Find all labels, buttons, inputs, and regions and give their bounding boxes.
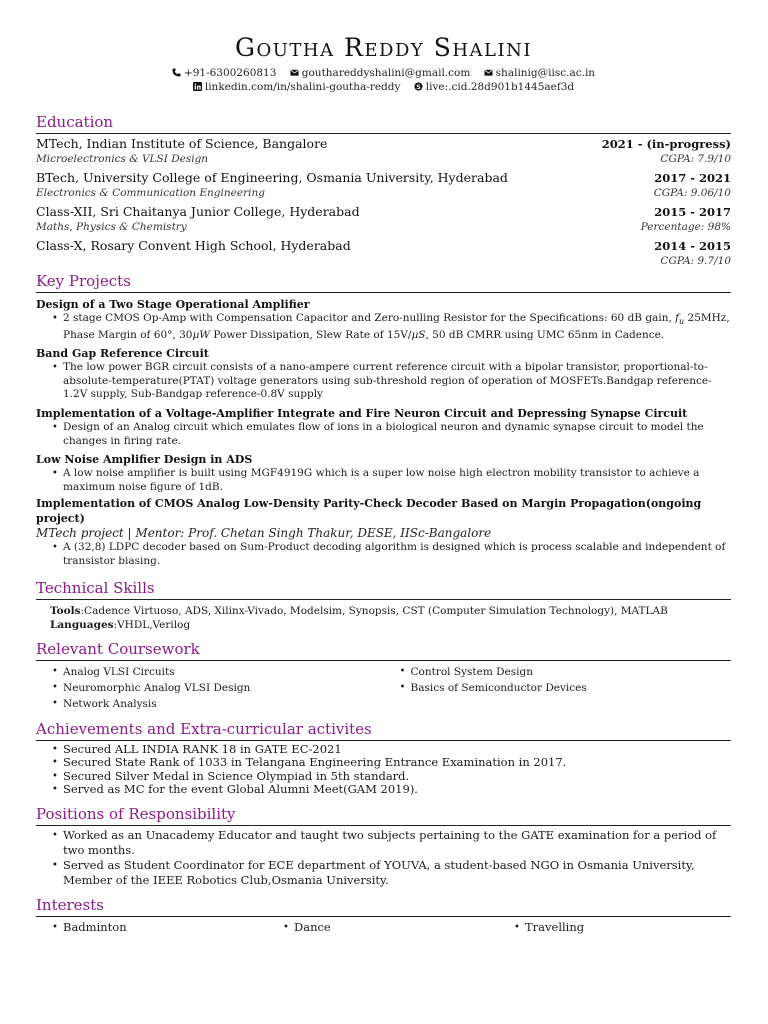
email-contact-1[interactable] bbox=[290, 67, 474, 79]
phone-contact[interactable] bbox=[172, 67, 280, 79]
education-date: 2017 - 2021 bbox=[654, 171, 731, 185]
project-title: Implementation of CMOS Analog Low-Density Parity-Check Decoder Based on Margin Propagation(ongoing project) bbox=[36, 497, 702, 526]
section-title-projects: Key Projects bbox=[36, 272, 731, 293]
resume-page bbox=[36, 30, 731, 935]
list-item: • The low power BGR circuit consists of a nano-ampere current reference circuit with a bipolar transistor, proportional-to-absolute-temperature(PTAT) voltage generators using sub-threshold region of operation of MOSFETs.Bandgap reference-1.2V supply, Sub-Bandgap reference-0.8V supply bbox=[63, 361, 731, 402]
education-entry bbox=[36, 169, 731, 200]
phone-icon bbox=[172, 68, 181, 77]
education-subject: Electronics & Communication Engineering bbox=[36, 187, 265, 199]
project-title: Low Noise Amplifier Design in ADS bbox=[36, 453, 253, 467]
tools-line: Tools:Cadence Virtuoso, ADS, Xilinx-Vivado, Modelsim, Synopsis, CST (Computer Simulation Technology), MATLAB bbox=[50, 604, 668, 617]
linkedin-icon bbox=[193, 82, 202, 91]
list-item: • Analog VLSI Circuits bbox=[63, 664, 384, 680]
list-item: • Worked as an Unacademy Educator and taught two subjects pertaining to the GATE examination for a period of two months. bbox=[63, 828, 731, 858]
list-item: • Served as MC for the event Global Alumni Meet(GAM 2019). bbox=[63, 783, 731, 797]
project-title: Design of a Two Stage Operational Amplifier bbox=[36, 298, 310, 311]
achievements-list bbox=[36, 743, 731, 797]
positions-list bbox=[36, 828, 731, 888]
education-entry bbox=[36, 203, 731, 234]
skype-contact[interactable] bbox=[414, 81, 574, 93]
list-item: • Secured ALL INDIA RANK 18 in GATE EC-2021 bbox=[63, 743, 731, 757]
education-entry bbox=[36, 237, 731, 268]
envelope-icon bbox=[290, 68, 299, 77]
list-item: • Dance bbox=[294, 920, 498, 935]
list-item: • Design of an Analog circuit which emulates flow of ions in a biological neuron and dynamic synapse circuit to model the changes in firing rate. bbox=[63, 421, 731, 448]
education-entry bbox=[36, 135, 731, 166]
education-date: 2021 - (in-progress) bbox=[601, 137, 731, 151]
contact-line-2 bbox=[36, 80, 731, 94]
project-bullets bbox=[36, 312, 731, 342]
education-date: 2015 - 2017 bbox=[654, 205, 731, 219]
list-item: • A low noise amplifier is built using MGF4919G which is a super low noise high electron mobility transistor to achieve a maximum noise figure of 1dB. bbox=[63, 467, 731, 494]
education-score: CGPA: 7.9/10 bbox=[660, 153, 731, 165]
email-address-1: gouthareddyshalini@gmail.com bbox=[301, 67, 471, 79]
phone-number: +91-6300260813 bbox=[183, 67, 277, 79]
skype-id: live:.cid.28d901b1445aef3d bbox=[425, 81, 575, 93]
section-title-skills: Technical Skills bbox=[36, 579, 731, 600]
education-title: Class-XII, Sri Chaitanya Junior College, Hyderabad bbox=[36, 204, 360, 219]
education-title: Class-X, Rosary Convent High School, Hyderabad bbox=[36, 238, 351, 253]
linkedin-contact[interactable] bbox=[193, 81, 404, 93]
list-item: • Network Analysis bbox=[63, 696, 384, 712]
list-item: • Travelling bbox=[525, 920, 729, 935]
skype-icon bbox=[414, 82, 423, 91]
email-contact-2[interactable] bbox=[484, 67, 595, 79]
education-score: CGPA: 9.7/10 bbox=[660, 255, 731, 267]
project-bullets bbox=[36, 467, 731, 494]
section-title-coursework: Relevant Coursework bbox=[36, 640, 731, 661]
project-bullets bbox=[36, 541, 731, 568]
languages-line: Languages:VHDL,Verilog bbox=[50, 618, 191, 631]
project-title: Implementation of a Voltage-Amplifier Integrate and Fire Neuron Circuit and Depressing Synapse Circuit bbox=[36, 407, 688, 421]
coursework-right bbox=[384, 664, 732, 696]
education-date: 2014 - 2015 bbox=[654, 239, 731, 253]
education-title: BTech, University College of Engineering, Osmania University, Hyderabad bbox=[36, 170, 508, 185]
section-title-positions: Positions of Responsibility bbox=[36, 805, 731, 826]
project-list bbox=[36, 297, 731, 569]
project-title: Band Gap Reference Circuit bbox=[36, 347, 209, 361]
linkedin-url: linkedin.com/in/shalini-goutha-reddy bbox=[204, 81, 401, 93]
list-item: • Secured State Rank of 1033 in Telangana Engineering Entrance Examination in 2017. bbox=[63, 756, 731, 770]
project-bullets bbox=[36, 421, 731, 448]
email-address-2: shalinig@iisc.ac.in bbox=[495, 67, 596, 79]
list-item: • Neuromorphic Analog VLSI Design bbox=[63, 680, 384, 696]
candidate-name: Goutha Reddy Shalini bbox=[235, 33, 532, 62]
coursework-grid bbox=[36, 664, 731, 712]
section-title-interests: Interests bbox=[36, 896, 731, 917]
list-item: • Basics of Semiconductor Devices bbox=[411, 680, 732, 696]
education-title: MTech, Indian Institute of Science, Bangalore bbox=[36, 136, 328, 151]
coursework-left bbox=[36, 664, 384, 712]
list-item: • 2 stage CMOS Op-Amp with Compensation Capacitor and Zero-nulling Resistor for the Specifications: 60 dB gain, $f_u$ 25MHz, Phase Margin of 60°, 30µW Power Dissipation, Slew Rate of 15V/µS, 50 dB CMRR using UMC 65nm in Cadence. bbox=[63, 312, 731, 342]
section-title-education: Education bbox=[36, 113, 731, 134]
section-title-achievements: Achievements and Extra-curricular activites bbox=[36, 720, 731, 741]
interests-row bbox=[36, 920, 731, 935]
list-item: • A (32,8) LDPC decoder based on Sum-Product decoding algorithm is designed which is process scalable and independent of transistor biasing. bbox=[63, 541, 731, 568]
project-mentor: MTech project | Mentor: Prof. Chetan Singh Thakur, DESE, IISc-Bangalore bbox=[36, 526, 492, 541]
list-item: • Control System Design bbox=[411, 664, 732, 680]
project-bullets bbox=[36, 361, 731, 402]
envelope-icon bbox=[484, 68, 493, 77]
list-item: • Secured Silver Medal in Science Olympiad in 5th standard. bbox=[63, 770, 731, 784]
education-subject: Microelectronics & VLSI Design bbox=[36, 153, 209, 165]
svg-text:S: S bbox=[416, 83, 421, 91]
education-score: CGPA: 9.06/10 bbox=[653, 187, 731, 199]
education-list bbox=[36, 135, 731, 268]
education-score: Percentage: 98% bbox=[640, 221, 731, 233]
contact-line-1 bbox=[36, 66, 731, 80]
list-item: • Badminton bbox=[63, 920, 267, 935]
skills-block bbox=[36, 604, 731, 632]
list-item: • Served as Student Coordinator for ECE department of YOUVA, a student-based NGO in Osmania University, Member of the IEEE Robotics Club,Osmania University. bbox=[63, 858, 731, 888]
education-subject: Maths, Physics & Chemistry bbox=[36, 221, 187, 233]
